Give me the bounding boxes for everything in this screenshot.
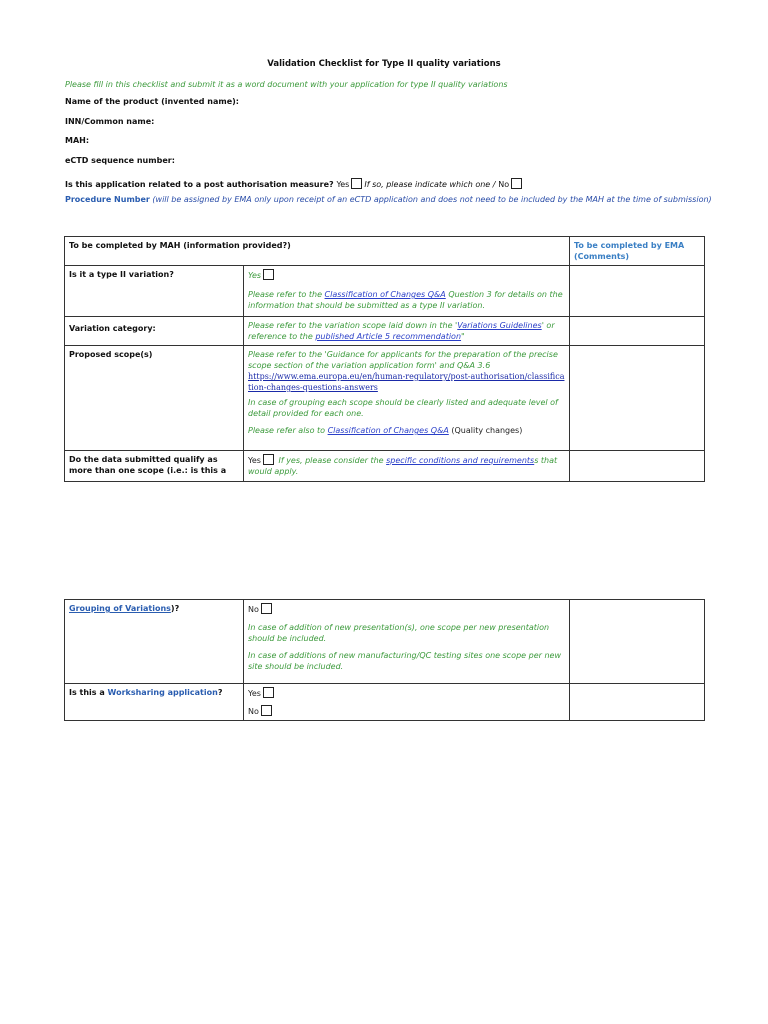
type-ii-ref-text-end: Question 3 for details on the information that should be submitted as a type II variation. <box>248 290 563 310</box>
table-header-row <box>65 237 705 266</box>
grouping-answer <box>244 600 570 684</box>
post-auth-no-label: No <box>498 180 510 189</box>
worksharing-no-label: No <box>248 707 259 716</box>
classification-changes-link[interactable]: Classification of Changes Q&A <box>324 290 446 299</box>
variations-guidelines-link[interactable]: Variations Guidelines <box>457 321 542 330</box>
multiple-scope-yes-label: Yes <box>248 456 261 465</box>
worksharing-answer <box>244 684 570 721</box>
ema-comment-cell[interactable] <box>570 266 705 317</box>
post-auth-question <box>65 178 524 189</box>
ema-comment-cell[interactable] <box>570 600 705 684</box>
multiple-scope-text: If yes, please consider the <box>278 456 384 465</box>
variation-category-answer <box>244 317 570 346</box>
procedure-number <box>65 194 715 205</box>
article5-link[interactable]: published Article 5 recommendation <box>315 332 462 341</box>
instructions-text: Please fill in this checklist and submit it as a word document with your application for type II quality variations <box>65 80 508 89</box>
multiple-scope-answer <box>244 451 570 482</box>
ema-comment-cell[interactable] <box>570 346 705 451</box>
classification-changes-link-2[interactable]: Classification of Changes Q&A <box>327 426 449 435</box>
grouping-question <box>65 600 244 684</box>
worksharing-yes-label: Yes <box>248 689 261 698</box>
table-row <box>65 317 705 346</box>
worksharing-yes-checkbox[interactable] <box>263 687 274 698</box>
proposed-scope-refer-text: Please refer also to <box>248 426 326 435</box>
proposed-scope-question: Proposed scope(s) <box>65 346 244 451</box>
grouping-sites-note: In case of additions of new manufacturing/QC testing sites one scope per new site should be included. <box>248 651 561 671</box>
post-auth-yes-label: Yes <box>336 180 350 189</box>
ema-comment-cell[interactable] <box>570 684 705 721</box>
ema-comment-cell[interactable] <box>570 317 705 346</box>
procedure-number-label: Procedure Number <box>65 195 150 204</box>
table-row <box>65 451 705 482</box>
type-ii-question: Is it a type II variation? <box>65 266 244 317</box>
procedure-number-note: (will be assigned by EMA only upon receipt of an eCTD application and does not need to be included by the MAH at the time of submission) <box>152 195 712 204</box>
proposed-scope-grouping-note: In case of grouping each scope should be clearly listed and adequate level of detail provided for each one. <box>248 398 558 418</box>
worksharing-question <box>65 684 244 721</box>
worksharing-link[interactable]: Worksharing application <box>107 688 218 697</box>
type-ii-yes-checkbox[interactable] <box>263 269 274 280</box>
post-auth-yes-checkbox[interactable] <box>351 178 362 189</box>
quality-changes-text: (Quality changes) <box>451 426 523 435</box>
multiple-scope-yes-checkbox[interactable] <box>263 454 274 465</box>
table-row <box>65 346 705 451</box>
worksharing-question-end: ? <box>217 688 223 697</box>
checklist-table-2 <box>64 599 705 721</box>
type-ii-ref-text: Please refer to the <box>248 290 322 299</box>
ema-comment-cell[interactable] <box>570 451 705 482</box>
post-auth-if-so: If so, please indicate which one / <box>364 180 496 189</box>
header-mah: To be completed by MAH (information provided?) <box>65 237 570 266</box>
variation-category-question: Variation category: <box>65 317 244 346</box>
post-auth-no-checkbox[interactable] <box>511 178 522 189</box>
worksharing-question-text: Is this a <box>69 688 105 697</box>
variation-category-text-3: " <box>461 332 465 341</box>
mah-label: MAH: <box>65 136 90 145</box>
ema-url-link[interactable]: https://www.ema.europa.eu/en/human-regulatory/post-authorisation/classification-changes-questions-answers <box>248 372 565 392</box>
page-title: Validation Checklist for Type II quality variations <box>267 59 501 69</box>
multiple-scope-text-end: s that would apply. <box>248 456 558 476</box>
table-row <box>65 266 705 317</box>
table-row <box>65 684 705 721</box>
specific-conditions-link[interactable]: specific conditions and requirements <box>386 456 535 465</box>
post-auth-question-text: Is this application related to a post authorisation measure? <box>65 180 334 189</box>
header-ema: To be completed by EMA (Comments) <box>570 237 705 266</box>
inn-label: INN/Common name: <box>65 117 155 126</box>
table-row <box>65 600 705 684</box>
variation-category-text-2: ' or reference to the <box>248 321 555 341</box>
product-name-label: Name of the product (invented name): <box>65 97 239 106</box>
grouping-no-label: No <box>248 605 259 614</box>
ectd-label: eCTD sequence number: <box>65 156 175 165</box>
grouping-no-checkbox[interactable] <box>261 603 272 614</box>
grouping-question-end: )? <box>170 604 180 613</box>
type-ii-answer <box>244 266 570 317</box>
checklist-table-1 <box>64 236 705 482</box>
proposed-scope-guidance: Please refer to the 'Guidance for applicants for the preparation of the precise scope section of the variation application form' and Q&A 3.6 <box>248 350 558 370</box>
variation-category-text: Please refer to the variation scope laid down in the ' <box>248 321 458 330</box>
multiple-scope-question: Do the data submitted qualify as more than one scope (i.e.: is this a <box>65 451 244 482</box>
proposed-scope-answer <box>244 346 570 451</box>
grouping-variations-link[interactable]: Grouping of Variations <box>69 604 171 613</box>
type-ii-yes-label: Yes <box>248 271 262 280</box>
worksharing-no-checkbox[interactable] <box>261 705 272 716</box>
grouping-presentation-note: In case of addition of new presentation(s), one scope per new presentation should be included. <box>248 623 550 643</box>
